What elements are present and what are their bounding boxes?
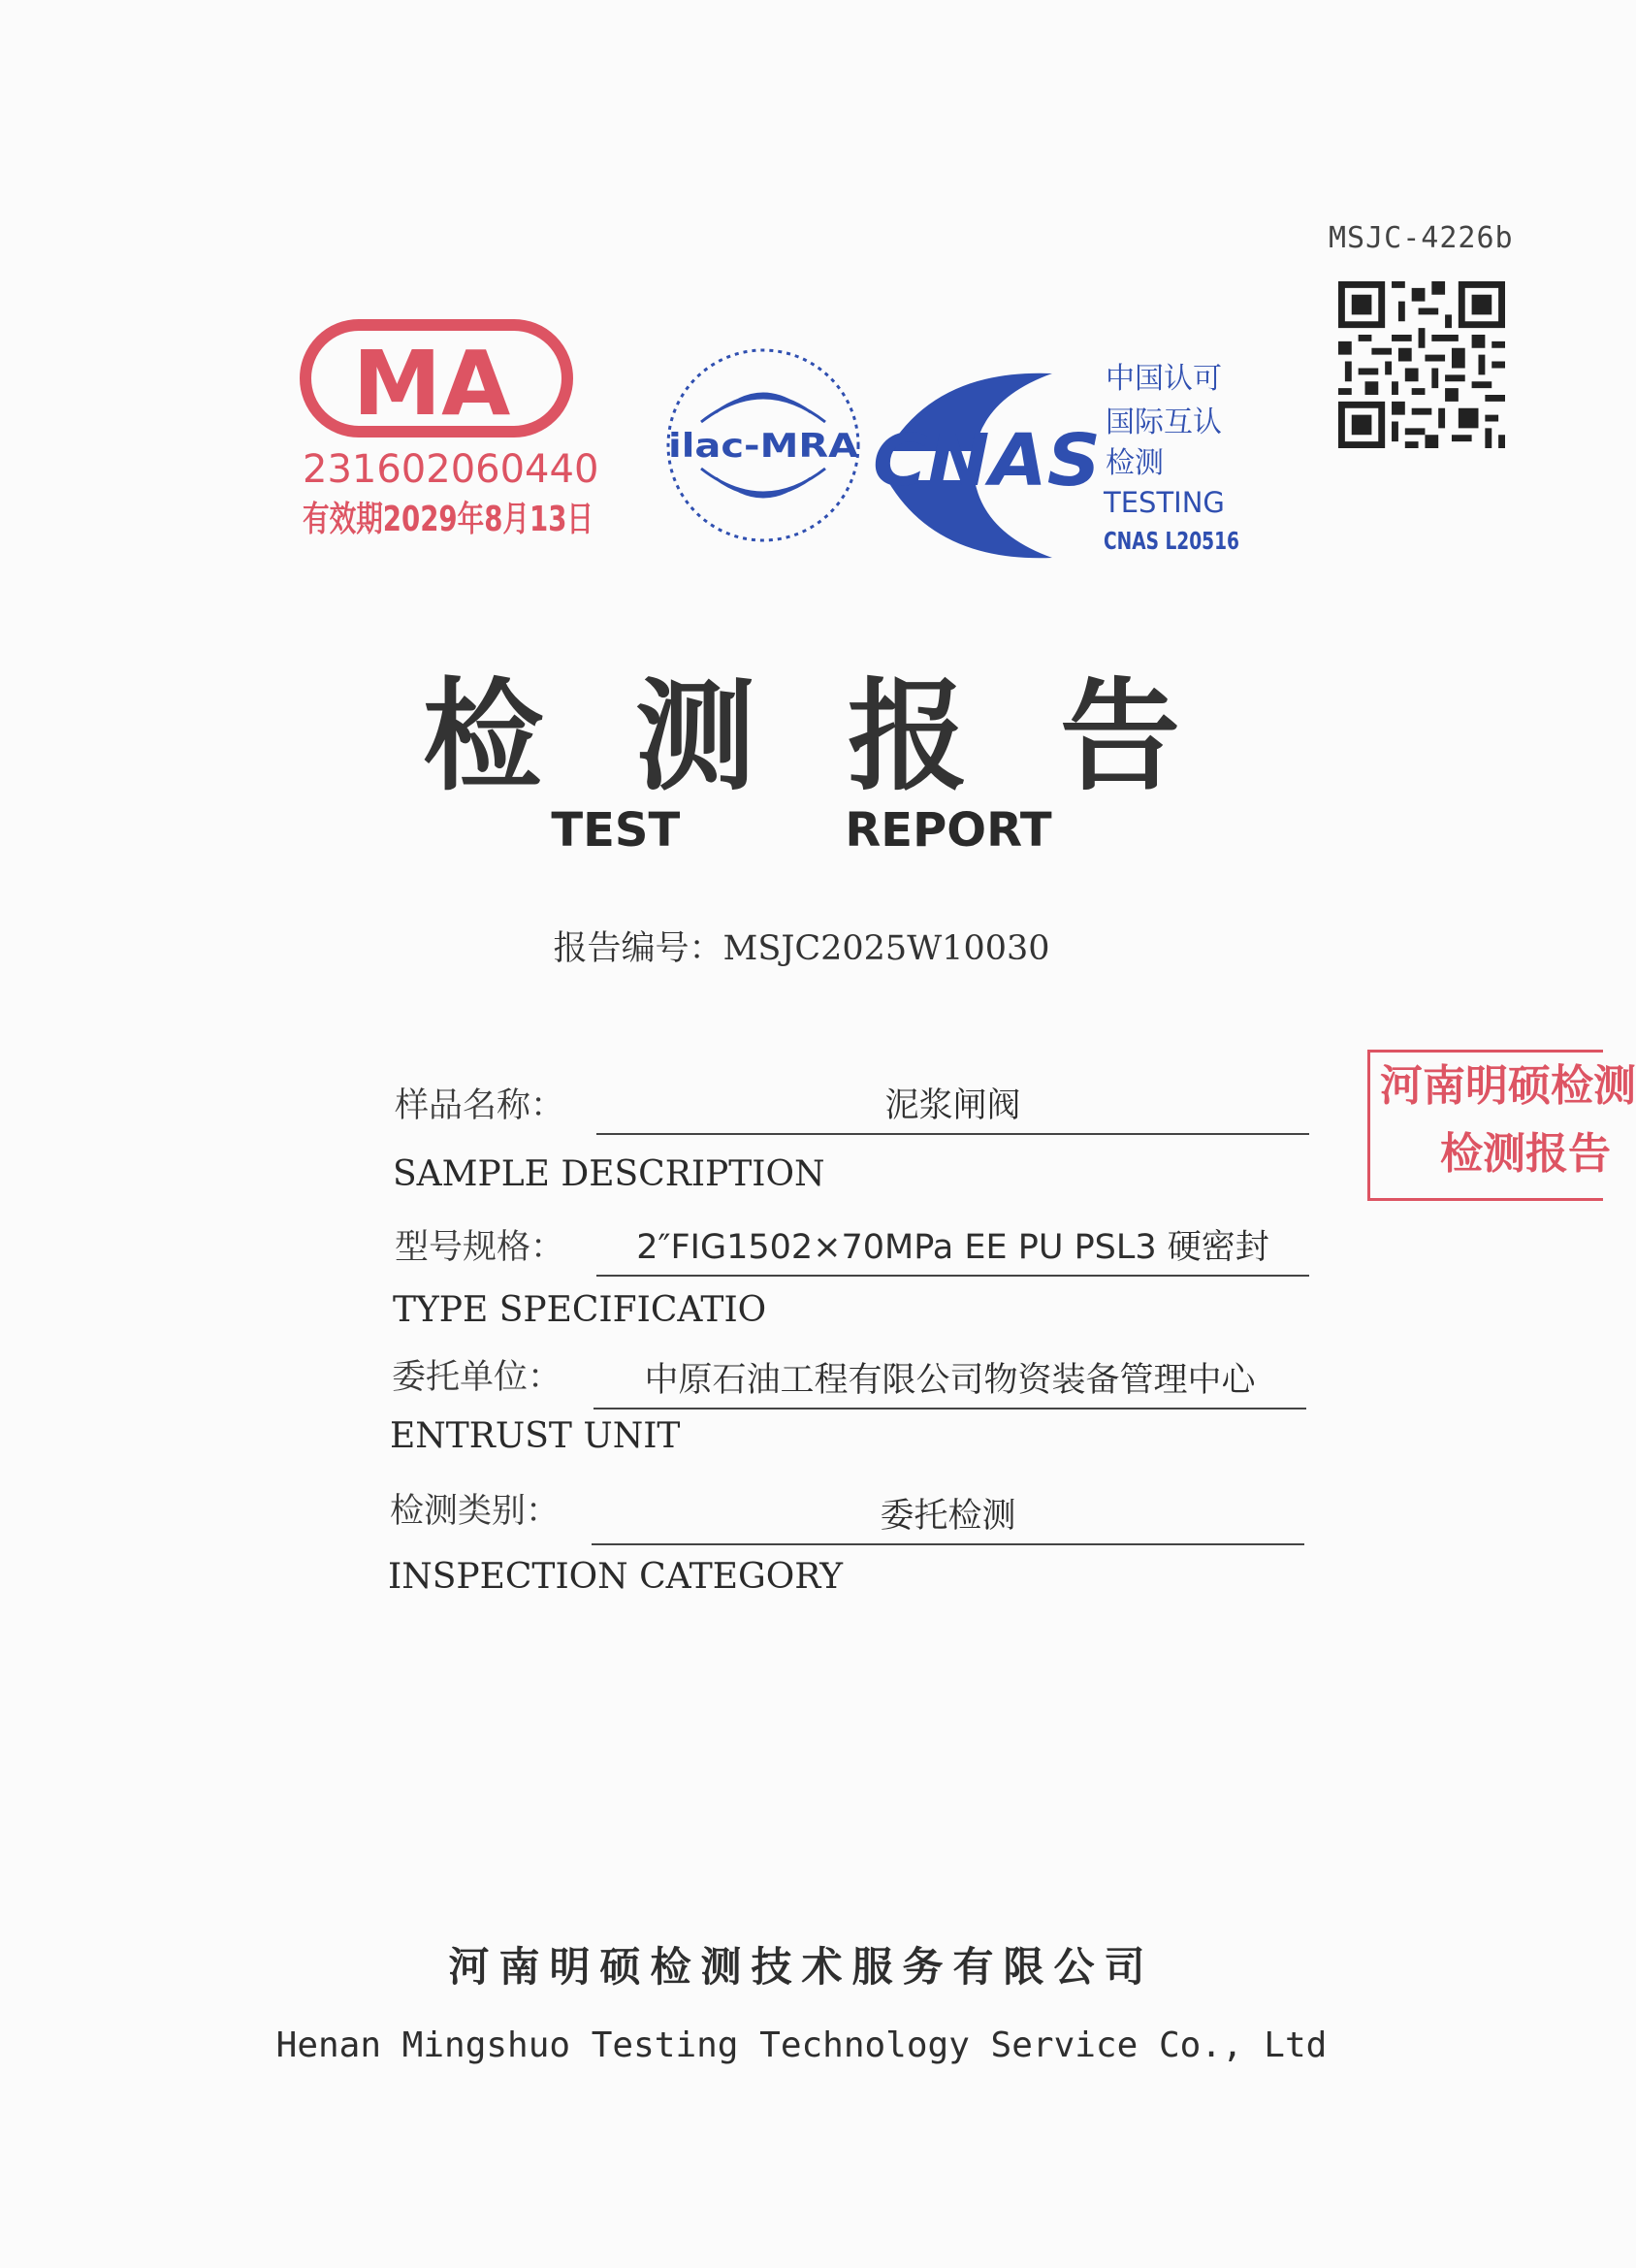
field-label-category: 检测类别： xyxy=(390,1492,561,1531)
field-label-sample: 样品名称： xyxy=(395,1086,565,1125)
field-label-entrust: 委托单位： xyxy=(392,1358,562,1397)
company-seal-stamp xyxy=(1367,1050,1636,1201)
field-label-type: 型号规格： xyxy=(395,1228,565,1267)
document-code: MSJC-4226b xyxy=(1329,221,1514,255)
ma-cert-number: 231602060440 xyxy=(303,447,599,492)
report-number-label: 报告编号： xyxy=(553,929,723,968)
cnas-logo-text: CNAS xyxy=(873,419,1101,502)
cnas-line-cn3: 检测 xyxy=(1106,446,1164,480)
company-name-cn: 河南明硕检测技术服务有限公司 xyxy=(448,1943,1155,1991)
ma-certification-mark xyxy=(301,315,683,548)
cnas-line-number: CNAS L20516 xyxy=(1104,527,1239,555)
field-label-entrust-en: ENTRUST UNIT xyxy=(390,1416,681,1456)
field-value-entrust: 中原石油工程有限公司物资装备管理中心 xyxy=(593,1353,1306,1409)
cnas-line-cn2: 国际互认 xyxy=(1106,405,1222,439)
seal-line-2: 检测报告 xyxy=(1440,1129,1611,1179)
cnas-accreditation-mark xyxy=(868,359,1246,572)
report-number-value: MSJC2025W10030 xyxy=(722,929,1050,968)
cnas-line-cn1: 中国认可 xyxy=(1106,362,1222,396)
report-number xyxy=(0,922,1603,970)
qr-code-icon[interactable] xyxy=(1338,281,1505,448)
report-title-cn: 检测报告 xyxy=(422,667,1272,807)
field-value-sample: 泥浆闸阀 xyxy=(596,1079,1309,1135)
ma-logo-text: MA xyxy=(352,332,511,436)
seal-line-1: 河南明硕检测 xyxy=(1380,1061,1636,1111)
field-value-category: 委托检测 xyxy=(592,1489,1304,1545)
field-label-type-en: TYPE SPECIFICATIO xyxy=(393,1290,767,1330)
ilac-logo-text: ilac-MRA xyxy=(668,427,859,466)
ilac-mra-mark xyxy=(662,344,864,546)
report-title-en: TEST REPORT xyxy=(551,803,1052,858)
company-name-en: Henan Mingshuo Testing Technology Service Co., Ltd xyxy=(275,2025,1328,2065)
cnas-line-testing: TESTING xyxy=(1104,486,1225,519)
field-label-sample-en: SAMPLE DESCRIPTION xyxy=(393,1154,825,1194)
field-value-type: 2″FIG1502×70MPa EE PU PSL3 硬密封 xyxy=(596,1220,1309,1277)
ma-validity-date: 有效期2029年8月13日 xyxy=(303,500,683,539)
field-label-category-en: INSPECTION CATEGORY xyxy=(388,1557,844,1597)
